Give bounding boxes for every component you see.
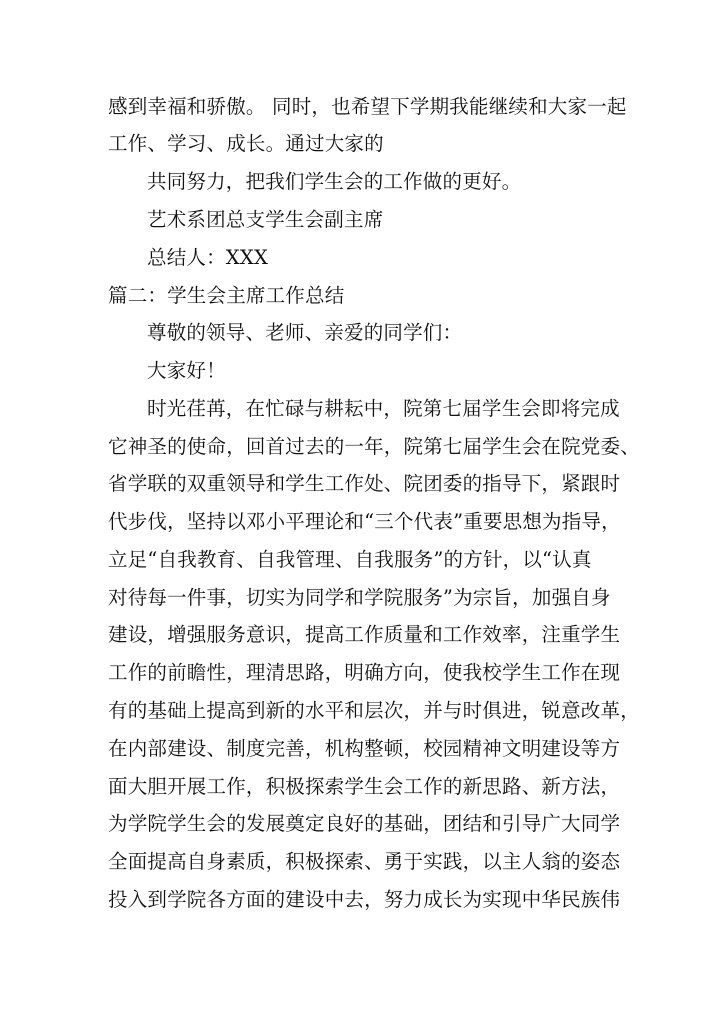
text-line: 投入到学院各方面的建设中去，努力成长为实现中华民族伟 (108, 888, 621, 911)
text-line: 工作、学习、成长。通过大家的 (108, 132, 384, 155)
signature-author: 总结人：XXX (147, 246, 269, 269)
text-line: 它神圣的使命，回首过去的一年，院第七届学生会在院党委、 (108, 435, 640, 458)
greeting: 大家好！ (147, 359, 226, 382)
text-line: 全面提高自身素质，积极探索、勇于实践，以主人翁的姿态 (108, 850, 621, 873)
signature-role: 艺术系团总支学生会副主席 (147, 208, 384, 231)
text-line: 感到幸福和骄傲。 同时，也希望下学期我能继续和大家一起 (108, 95, 627, 118)
text-line: 工作的前瞻性，理清思路，明确方向，使我校学生工作在现 (108, 661, 621, 684)
text-line: 省学联的双重领导和学生工作处、院团委的指导下，紧跟时 (108, 472, 621, 495)
text-line: 时光荏苒，在忙碌与耕耘中，院第七届学生会即将完成 (147, 397, 620, 420)
text-line: 立足“自我教育、自我管理、自我服务”的方针，以“认真 (108, 548, 592, 571)
text-line: 面大胆开展工作，积极探索学生会工作的新思路、新方法， (108, 775, 621, 798)
text-line: 为学院学生会的发展奠定良好的基础，团结和引导广大同学 (108, 812, 621, 835)
text-line: 有的基础上提高到新的水平和层次，并与时俱进，锐意改革， (108, 699, 640, 722)
salutation: 尊敬的领导、老师、亲爱的同学们： (147, 321, 463, 344)
section-heading: 篇二：学生会主席工作总结 (108, 284, 345, 307)
text-line: 在内部建设、制度完善，机构整顿，校园精神文明建设等方 (108, 737, 621, 760)
text-line: 代步伐，坚持以邓小平理论和“三个代表”重要思想为指导， (108, 510, 621, 533)
text-line: 对待每一件事，切实为同学和学院服务”为宗旨，加强自身 (108, 586, 611, 609)
text-line: 共同努力，把我们学生会的工作做的更好。 (147, 170, 522, 193)
text-line: 建设，增强服务意识，提高工作质量和工作效率，注重学生 (108, 623, 621, 646)
